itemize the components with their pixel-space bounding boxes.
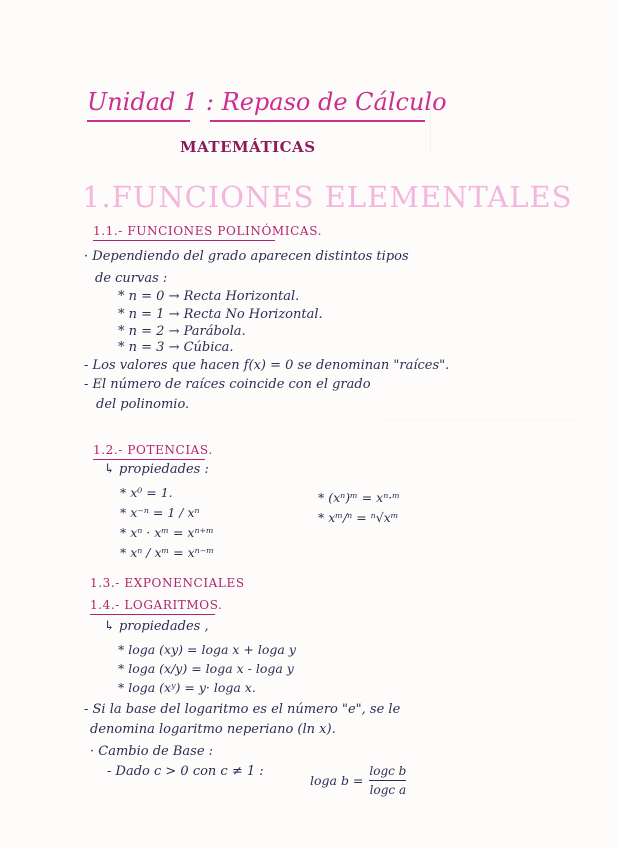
text-line: denomina logaritmo neperiano (ln x).	[90, 722, 336, 737]
text-line: del polinomio.	[96, 397, 190, 412]
title-underline	[87, 120, 190, 122]
list-item: * n = 3 → Cúbica.	[118, 340, 234, 355]
change-of-base-formula	[310, 764, 406, 797]
text-line: - Dado c > 0 con c ≠ 1 :	[107, 764, 264, 779]
show-through-text	[430, 92, 581, 152]
formula: * x⁰ = 1.	[120, 485, 173, 500]
title-underline	[210, 120, 425, 122]
section-title: 1.FUNCIONES ELEMENTALES	[82, 180, 573, 214]
fraction-denominator: logc a	[369, 783, 407, 797]
text-line: - El número de raíces coincide con el grado	[84, 377, 371, 392]
formula: * xⁿ · xᵐ = xⁿ⁺ᵐ	[120, 525, 214, 540]
list-item: * n = 0 → Recta Horizontal.	[118, 289, 300, 304]
fraction-numerator: logc b	[369, 764, 407, 778]
heading-exponenciales: 1.3.- EXPONENCIALES	[90, 576, 245, 590]
heading-logaritmos: 1.4.- LOGARITMOS.	[90, 598, 223, 612]
show-through-text	[380, 420, 580, 601]
heading-polinomicas: 1.1.- FUNCIONES POLINÓMICAS.	[93, 224, 323, 238]
heading-potencias: 1.2.- POTENCIAS.	[93, 443, 213, 457]
fraction	[369, 764, 406, 797]
text-line: · Cambio de Base :	[90, 744, 214, 759]
formula: * x⁻ⁿ = 1 / xⁿ	[120, 505, 200, 520]
properties-label: ↳ propiedades ,	[104, 619, 209, 634]
page-title: Unidad 1 : Repaso de Cálculo	[87, 88, 447, 116]
heading-underline	[93, 240, 275, 241]
list-item: * n = 2 → Parábola.	[118, 324, 246, 339]
text-line: de curvas :	[95, 271, 168, 286]
text-line: - Los valores que hacen f(x) = 0 se denominan "raíces".	[84, 358, 450, 373]
subject-label: MATEMÁTICAS	[180, 138, 316, 156]
text-line: · Dependiendo del grado aparecen distintos tipos	[84, 249, 409, 264]
formula: * xⁿ / xᵐ = xⁿ⁻ᵐ	[120, 545, 215, 560]
text-line: - Si la base del logaritmo es el número "e", se le	[84, 702, 401, 717]
fraction-bar	[369, 780, 406, 781]
formula: * loga (xʸ) = y· loga x.	[118, 680, 256, 695]
formula: * loga (x/y) = loga x - loga y	[118, 661, 294, 676]
formula: * loga (xy) = loga x + loga y	[118, 642, 296, 657]
properties-label: ↳ propiedades :	[104, 462, 209, 477]
list-item: * n = 1 → Recta No Horizontal.	[118, 307, 323, 322]
formula: * xᵐ/ⁿ = ⁿ√xᵐ	[318, 510, 399, 525]
formula: * (xⁿ)ᵐ = xⁿ·ᵐ	[318, 490, 400, 505]
formula-lhs: loga b =	[310, 773, 364, 788]
heading-underline	[93, 459, 205, 460]
heading-underline	[90, 614, 215, 615]
